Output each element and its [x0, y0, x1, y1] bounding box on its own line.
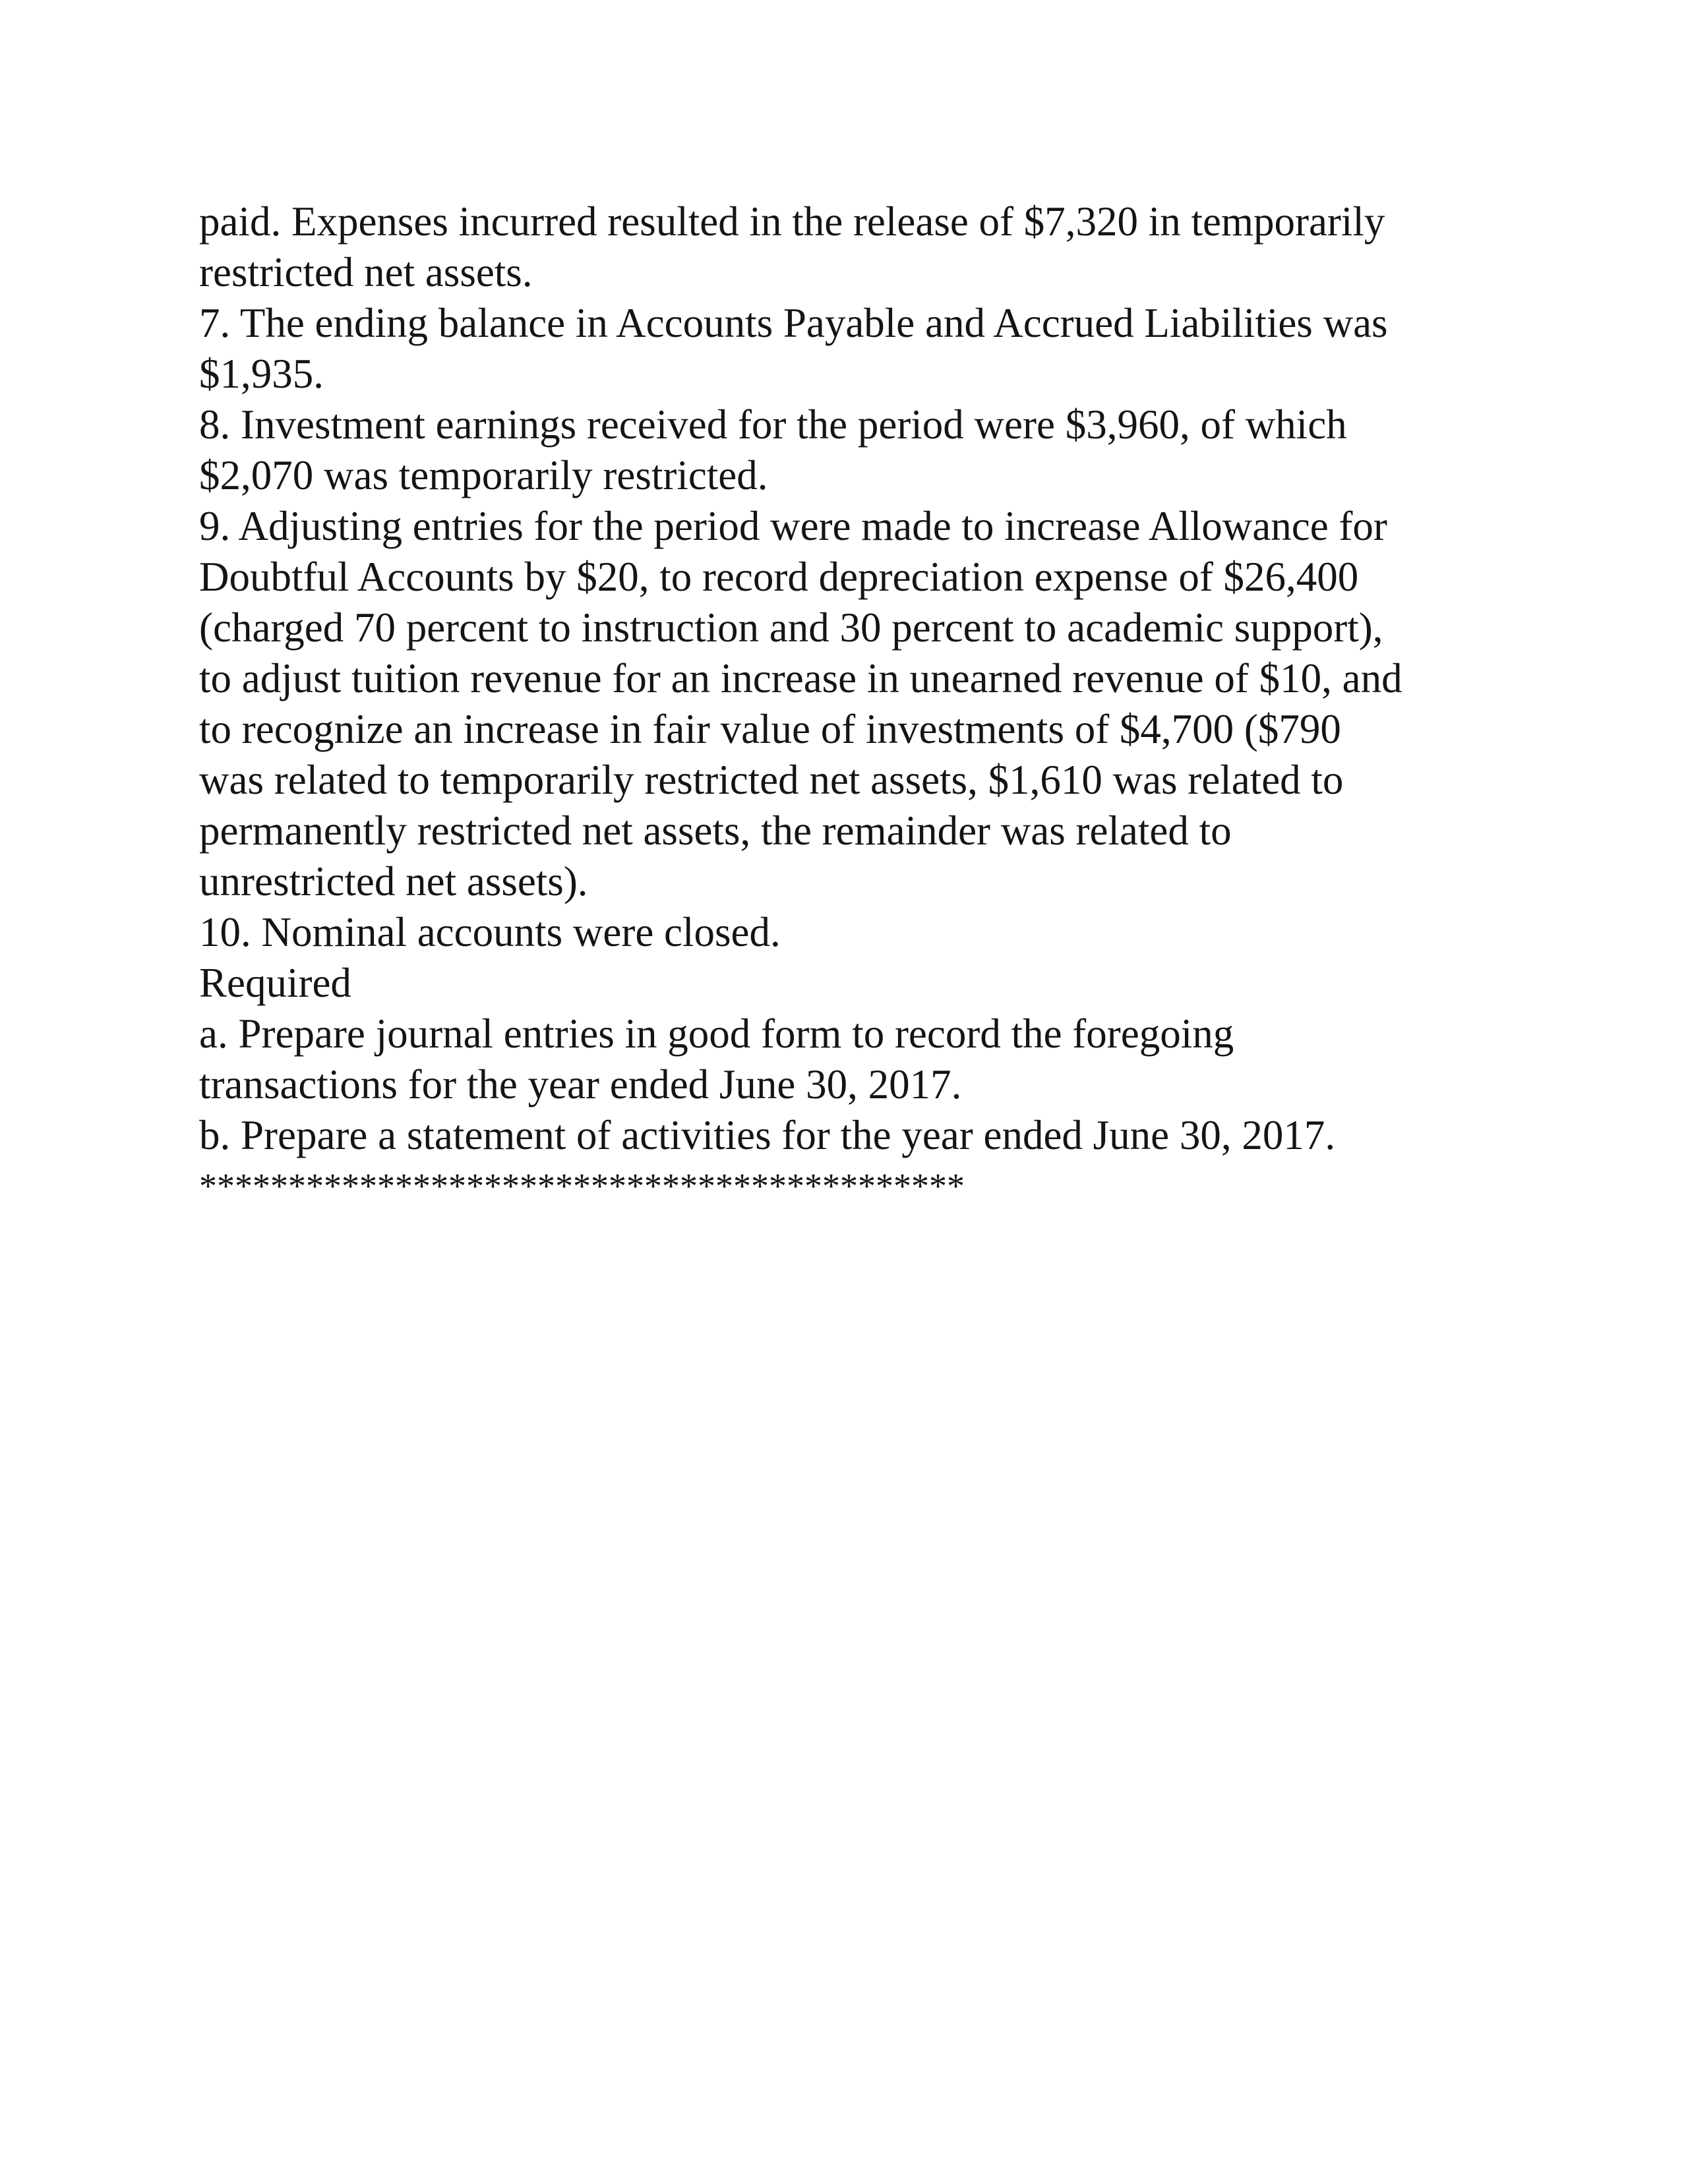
text-line-item-7: 7. The ending balance in Accounts Payable and Accrued Liabilities was — [199, 300, 1388, 346]
document-text — [199, 196, 1518, 1212]
text-line-item-9: 9. Adjusting entries for the period were made to increase Allowance for — [199, 503, 1387, 549]
text-line-item-9-cont-7: unrestricted net assets). — [199, 858, 588, 904]
text-line-item-9-cont-3: to adjust tuition revenue for an increase in unearned revenue of $10, and — [199, 655, 1402, 701]
text-line-paid-expenses: paid. Expenses incurred resulted in the release of $7,320 in temporarily — [199, 198, 1385, 245]
text-line-item-9-cont-2: (charged 70 percent to instruction and 30 percent to academic support), — [199, 605, 1383, 651]
text-line-item-8: 8. Investment earnings received for the period were $3,960, of which — [199, 401, 1347, 448]
text-line-restricted-net-assets: restricted net assets. — [199, 249, 533, 295]
text-line-item-10: 10. Nominal accounts were closed. — [199, 909, 781, 955]
asterisk-separator: ******************************************* — [199, 1166, 965, 1206]
required-heading: Required — [199, 960, 351, 1006]
required-item-b: b. Prepare a statement of activities for the year ended June 30, 2017. — [199, 1112, 1336, 1158]
text-line-item-9-cont-6: permanently restricted net assets, the remainder was related to — [199, 808, 1232, 854]
required-item-a-cont: transactions for the year ended June 30, 2017. — [199, 1061, 962, 1107]
required-item-a: a. Prepare journal entries in good form to record the foregoing — [199, 1011, 1234, 1057]
text-line-item-8-cont: $2,070 was temporarily restricted. — [199, 452, 768, 498]
text-line-item-9-cont-4: to recognize an increase in fair value of investments of $4,700 ($790 — [199, 706, 1341, 752]
text-line-item-9-cont-5: was related to temporarily restricted net assets, $1,610 was related to — [199, 757, 1344, 803]
text-line-item-7-amount: $1,935. — [199, 351, 324, 397]
text-line-item-9-cont-1: Doubtful Accounts by $20, to record depreciation expense of $26,400 — [199, 554, 1359, 600]
